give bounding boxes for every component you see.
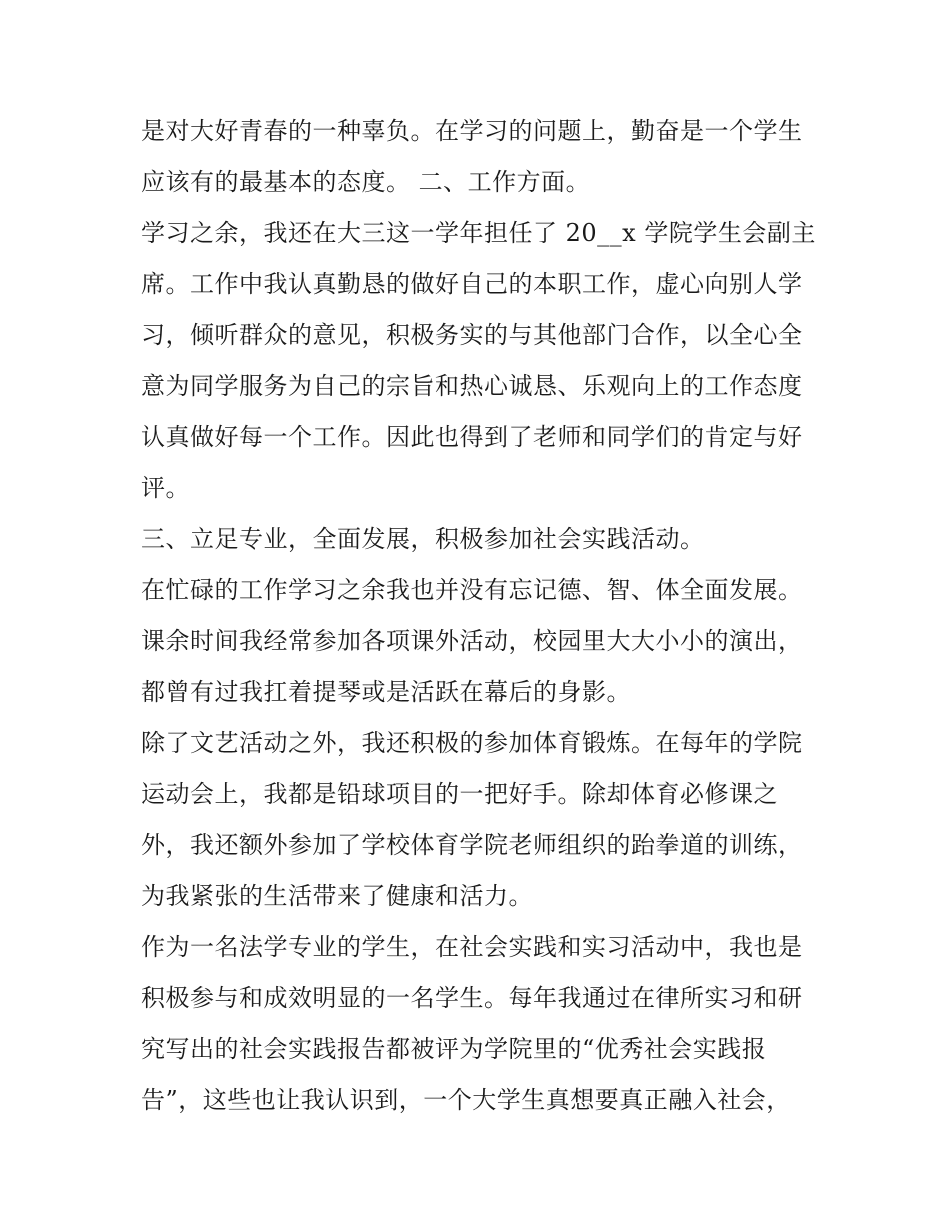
text-line: 告”，这些也让我认识到，一个大学生真想要真正融入社会， xyxy=(141,1086,791,1114)
text-line: 习，倾听群众的意见，积极务实的与其他部门合作，以全心全 xyxy=(141,321,803,349)
text-line: 外，我还额外参加了学校体育学院老师组织的跆拳道的训练， xyxy=(141,831,803,859)
text-line: 作为一名法学专业的学生，在社会实践和实习活动中，我也是 xyxy=(141,933,803,961)
text-line: 在忙碌的工作学习之余我也并没有忘记德、智、体全面发展。 xyxy=(141,576,803,604)
text-line: 课余时间我经常参加各项课外活动，校园里大大小小的演出， xyxy=(141,627,803,655)
text-line: 究写出的社会实践报告都被评为学院里的“优秀社会实践报 xyxy=(141,1035,767,1063)
text-line: 是对大好青春的一种辜负。在学习的问题上，勤奋是一个学生 xyxy=(141,117,803,145)
section-heading: 三、立足专业，全面发展，积极参加社会实践活动。 xyxy=(141,525,705,553)
text-line: 认真做好每一个工作。因此也得到了老师和同学们的肯定与好 xyxy=(141,423,803,451)
text-line: 积极参与和成效明显的一名学生。每年我通过在律所实习和研 xyxy=(141,984,803,1012)
text-line: 意为同学服务为自己的宗旨和热心诚恳、乐观向上的工作态度 xyxy=(141,372,803,400)
text-line: 运动会上，我都是铅球项目的一把好手。除却体育必修课之 xyxy=(141,780,778,808)
text-line: 都曾有过我扛着提琴或是活跃在幕后的身影。 xyxy=(141,678,631,706)
text-line: 为我紧张的生活带来了健康和活力。 xyxy=(141,882,533,910)
document-body xyxy=(141,106,821,1126)
text-line: 应该有的最基本的态度。 二、工作方面。 xyxy=(141,168,591,196)
text-line: 学习之余，我还在大三这一学年担任了 20__x 学院学生会副主 xyxy=(141,219,816,247)
text-line: 除了文艺活动之外，我还积极的参加体育锻炼。在每年的学院 xyxy=(141,729,803,757)
text-line: 席。工作中我认真勤恳的做好自己的本职工作，虚心向别人学 xyxy=(141,270,803,298)
text-line: 评。 xyxy=(141,474,190,502)
